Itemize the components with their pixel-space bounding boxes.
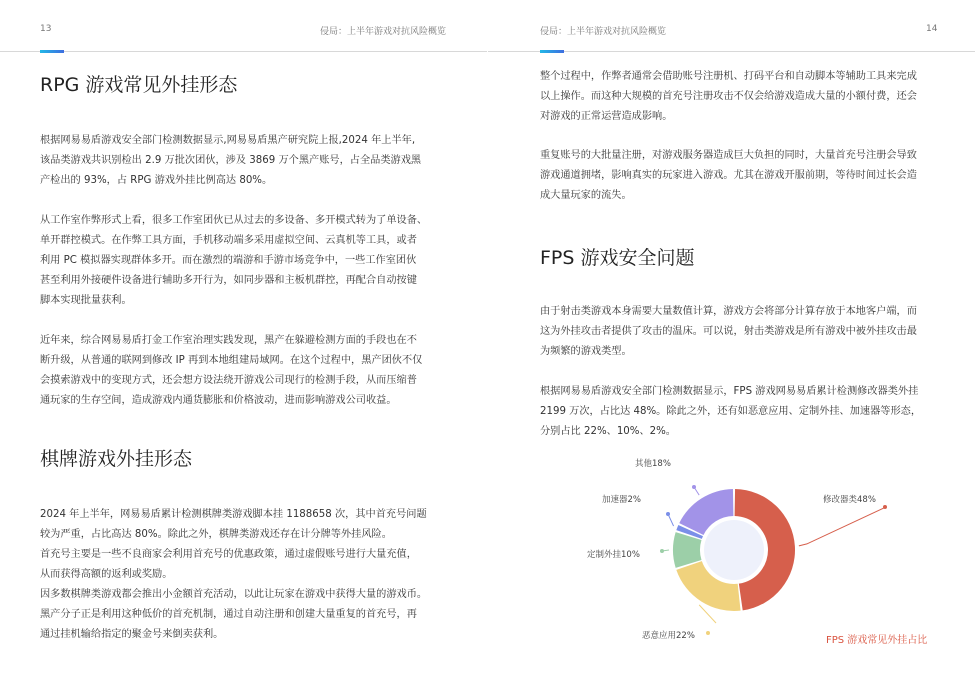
text-line: 成大量玩家的流失。 [540,190,632,201]
page-number-right: 14 [926,24,938,34]
text-line: 黑产分子正是利用这种低价的首充机制，通过自动注册和创建大量重复的首充号，再 [40,609,417,620]
chart-label-modifier: 修改器类48% [823,495,876,505]
header-accent-left [40,50,64,53]
text-line: 较为严重，占比高达 80%。除此之外，棋牌类游戏还存在计分牌等外挂风险。 [40,529,392,540]
paragraph-rpg-3 [40,331,422,411]
right-page [488,0,975,687]
text-line: 从而获得高额的返利或奖励。 [40,569,173,580]
donut-slice [673,532,701,568]
text-line: 产检出的 93%，占 RPG 游戏外挂比例高达 80%。 [40,175,273,186]
header-accent-right [540,50,564,53]
text-line: 从工作室作弊形式上看，很多工作室团伙已从过去的多设备、多开模式转为了单设备、 [40,215,428,226]
paragraph-rpg-2 [40,211,427,311]
section-heading-fps: FPS 游戏安全问题 [540,247,695,269]
paragraph-chess-1 [40,505,427,645]
donut-center [704,520,764,580]
paragraph-fps-1 [540,302,917,362]
text-line: 根据网易易盾游戏安全部门检测数据显示，FPS 游戏网易易盾累计检测修改器类外挂 [540,386,919,397]
left-page [0,0,487,687]
section-heading-rpg: RPG 游戏常见外挂形态 [40,74,238,96]
text-line: 首充号主要是一些不良商家会利用首充号的优惠政策，通过虚假账号进行大量充值， [40,549,417,560]
text-line: 分别占比 22%、10%、2%。 [540,426,676,437]
text-line: 通过挂机输给指定的聚金号来倒卖获利。 [40,629,224,640]
chart-label-accelerator: 加速器2% [602,495,641,505]
text-line: 单开群控模式。在作弊工具方面，手机移动端多采用虚拟空间、云真机等工具，或者 [40,235,417,246]
text-line: 利用 PC 模拟器实现群体多开。而在激烈的端游和手游市场竞争中，一些工作室团伙 [40,255,417,266]
paragraph-fps-2 [540,382,921,442]
running-header-left: 侵局：上半年游戏对抗风险概览 [320,27,447,37]
chart-label-custom: 定制外挂10% [587,550,640,560]
text-line: 以上操作。而这种大规模的首充号注册攻击不仅会给游戏造成大量的小额付费，还会 [540,91,917,102]
leader-dot [692,485,696,489]
text-line: 甚至利用外接硬件设备进行辅助多开行为，如同步器和主板机群控，再配合自动按键 [40,275,417,286]
chart-caption: FPS 游戏常见外挂占比 [826,635,928,646]
running-header-right: 侵局：上半年游戏对抗风险概览 [540,27,667,37]
text-line: 由于射击类游戏本身需要大量数值计算，游戏方会将部分计算存放于本地客户端，而 [540,306,917,317]
leader-line [699,605,716,623]
text-line: 脚本实现批量获利。 [40,295,132,306]
page-number-left: 13 [40,24,52,34]
chart-label-malicious: 恶意应用22% [642,631,695,641]
paragraph-continued-2 [540,146,917,206]
text-line: 会摸索游戏中的变现方式，还会想方设法绕开游戏公司现行的检测手段，从而压缩普 [40,375,417,386]
text-line: 为频繁的游戏类型。 [540,346,632,357]
text-line: 对游戏的正常运营造成影响。 [540,111,673,122]
text-line: 2024 年上半年，网易易盾累计检测棋牌类游戏脚本挂 1188658 次，其中首充号问题 [40,509,427,520]
chart-label-other: 其他18% [635,459,671,469]
text-line: 通玩家的生存空间，造成游戏内通货膨胀和价格波动，进而影响游戏公司收益。 [40,395,397,406]
leader-dot [666,512,670,516]
paragraph-continued-1 [540,67,917,127]
text-line: 该品类游戏共识别检出 2.9 万批次团伙，涉及 3869 万个黑产账号，占全品类游戏黑 [40,155,422,166]
text-line: 这为外挂攻击者提供了攻击的温床。可以说，射击类游戏是所有游戏中被外挂攻击最 [540,326,917,337]
text-line: 游戏通道拥堵，影响真实的玩家进入游戏。尤其在游戏开服前期，等待时间过长会造 [540,170,917,181]
leader-dot [706,631,710,635]
section-heading-chess: 棋牌游戏外挂形态 [40,448,193,470]
header-divider-left [0,51,487,52]
text-line: 整个过程中，作弊者通常会借助账号注册机、打码平台和自动脚本等辅助工具来完成 [540,71,917,82]
text-line: 因多数棋牌类游戏都会推出小金额首充活动，以此让玩家在游戏中获得大量的游戏币。 [40,589,428,600]
text-line: 断升级，从普通的联网到修改 IP 再到本地组建局域网。在这个过程中，黑产团伙不仅 [40,355,423,366]
leader-dot [883,505,887,509]
text-line: 近年来，综合网易易盾打金工作室治理实践发现，黑产在躲避检测方面的手段也在不 [40,335,417,346]
paragraph-rpg-1 [40,131,421,191]
text-line: 根据网易易盾游戏安全部门检测数据显示,网易易盾黑产研究院上报,2024 年上半年, [40,135,416,146]
leader-line [799,507,886,546]
leader-dot [660,549,664,553]
text-line: 2199 万次，占比达 48%。除此之外，还有如恶意应用、定制外挂、加速器等形态， [540,406,922,417]
text-line: 重复账号的大批量注册，对游戏服务器造成巨大负担的同时，大量首充号注册会导致 [540,150,917,161]
